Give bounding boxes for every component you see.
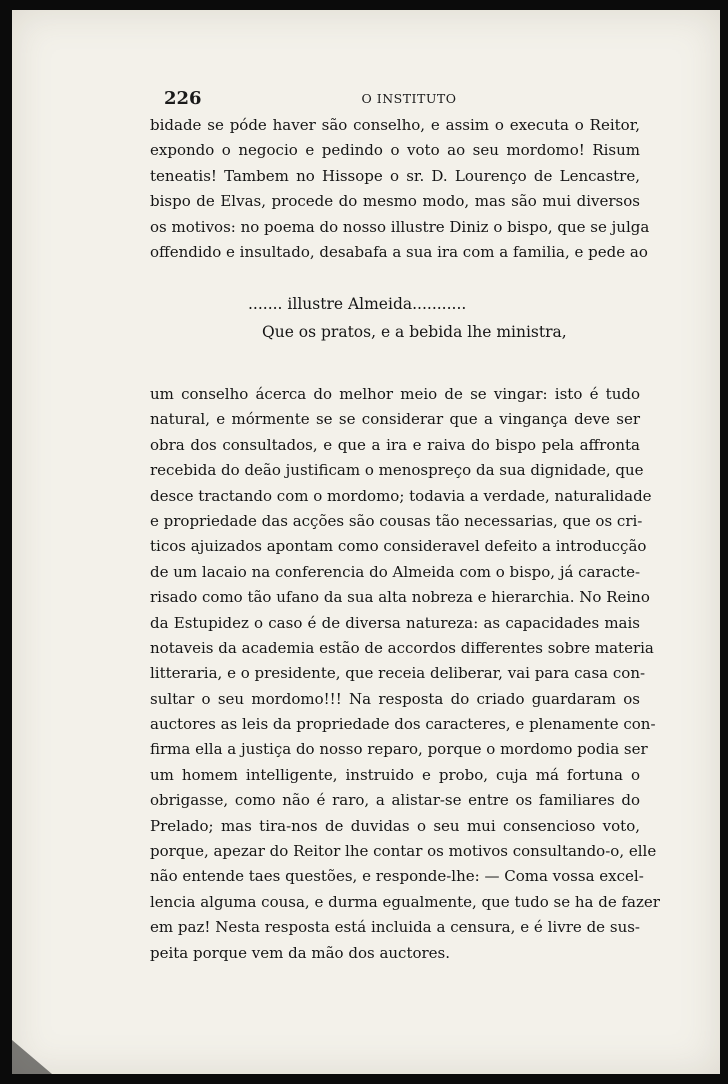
text-line: peita porque vem da mão dos auctores. bbox=[150, 943, 451, 962]
text-line: bidade se póde haver são conselho, e assim o executa o Reitor, bbox=[150, 116, 640, 134]
paragraph-2 bbox=[150, 382, 660, 966]
page-header bbox=[164, 88, 654, 112]
text-line: desce tractando com o mordomo; todavia a verdade, naturalidade bbox=[150, 486, 652, 505]
quote-line: ....... illustre Almeida........... bbox=[248, 295, 467, 313]
text-line: um homem intelligente, instruido e probo, cuja má fortuna o bbox=[150, 765, 640, 784]
verse-quotation bbox=[150, 290, 640, 346]
text-line: ticos ajuizados apontam como consideravel defeito a introducção bbox=[150, 537, 647, 556]
text-line: risado como tão ufano da sua alta nobreza e hierarchia. No Reino bbox=[150, 588, 650, 607]
text-line: bispo de Elvas, procede do mesmo modo, mas são mui diversos bbox=[150, 192, 640, 211]
text-line: expondo o negocio e pedindo o voto ao seu mordomo! Risum bbox=[150, 141, 640, 160]
text-line: um conselho ácerca do melhor meio de se vingar: isto é tudo bbox=[150, 385, 640, 403]
page-curl-shadow bbox=[12, 1040, 52, 1074]
text-line: natural, e mórmente se se considerar que a vingança deve ser bbox=[150, 410, 640, 429]
text-line: e propriedade das acções são cousas tão necessarias, que os cri- bbox=[150, 511, 643, 530]
text-line: firma ella a justiça do nosso reparo, porque o mordomo podia ser bbox=[150, 740, 648, 759]
running-title: O INSTITUTO bbox=[361, 91, 457, 106]
quote-line: Que os pratos, e a bebida lhe ministra, bbox=[262, 323, 567, 341]
text-line: auctores as leis da propriedade dos caracteres, e plenamente con- bbox=[150, 715, 656, 734]
text-line: os motivos: no poema do nosso illustre Diniz o bispo, que se julga bbox=[150, 217, 650, 236]
text-line: de um lacaio na conferencia do Almeida com o bispo, já caracte- bbox=[150, 562, 641, 581]
text-line: em paz! Nesta resposta está incluida a censura, e é livre de sus- bbox=[150, 918, 640, 937]
text-line: offendido e insultado, desabafa a sua ira com a familia, e pede ao bbox=[150, 242, 648, 261]
text-line: obra dos consultados, e que a ira e raiva do bispo pela affronta bbox=[150, 435, 640, 454]
text-line: recebida do deão justificam o menospreço da sua dignidade, que bbox=[150, 461, 644, 480]
text-line: notaveis da academia estão de accordos differentes sobre materia bbox=[150, 638, 654, 657]
text-line: não entende taes questões, e responde-lhe: — Coma vossa excel- bbox=[150, 867, 644, 886]
text-line: da Estupidez o caso é de diversa natureza: as capacidades mais bbox=[150, 613, 640, 632]
text-line: teneatis! Tambem no Hissope o sr. D. Lourenço de Lencastre, bbox=[150, 166, 640, 185]
text-line: Prelado; mas tira-nos de duvidas o seu mui consencioso voto, bbox=[150, 816, 640, 835]
paragraph-1 bbox=[150, 113, 650, 265]
text-line: obrigasse, como não é raro, a alistar-se entre os familiares do bbox=[150, 791, 640, 810]
text-line: lencia alguma cousa, e durma egualmente, que tudo se ha de fazer bbox=[150, 892, 660, 911]
text-line: porque, apezar do Reitor lhe contar os motivos consultando-o, elle bbox=[150, 842, 657, 861]
text-line: litteraria, e o presidente, que receia deliberar, vai para casa con- bbox=[150, 664, 646, 683]
text-line: sultar o seu mordomo!!! Na resposta do criado guardaram os bbox=[150, 689, 640, 708]
page-number: 226 bbox=[164, 88, 202, 109]
